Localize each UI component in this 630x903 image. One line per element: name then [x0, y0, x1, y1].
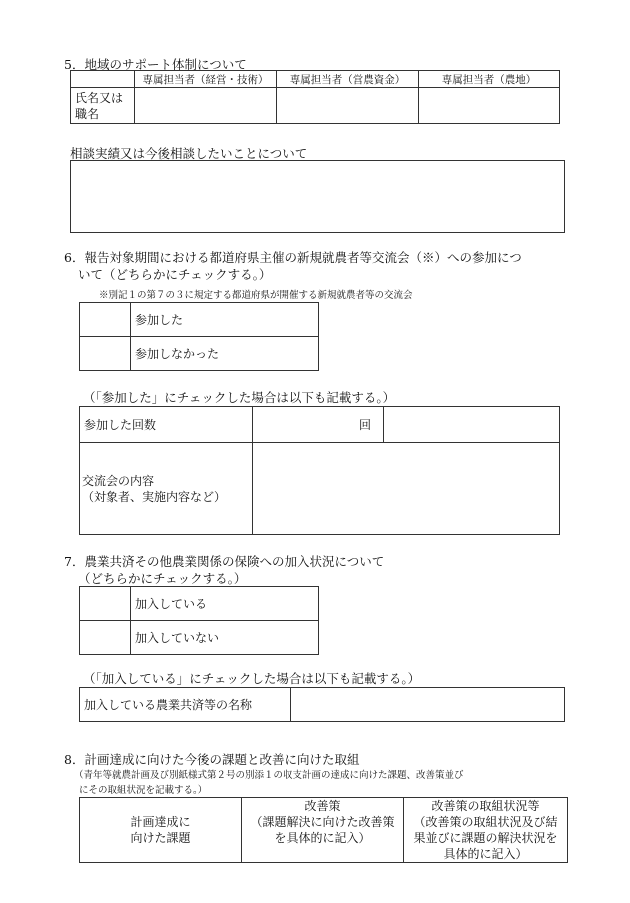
section5-heading: 5．地域のサポート体制について — [64, 57, 247, 72]
insurance-name-input[interactable] — [291, 688, 565, 722]
cell-finance-name[interactable] — [277, 88, 419, 124]
col-header-management: 専属担当者（経営・技術） — [135, 71, 277, 88]
cell-management-name[interactable] — [135, 88, 277, 124]
col-issues-line2: 向けた課題 — [130, 831, 191, 845]
col-progress-line3: 果並びに課題の解決状況を — [413, 831, 558, 845]
section8-note-line1: （青年等就農計画及び別紙様式第２号の別添１の収支計画の達成に向けた課題、改善策並び — [74, 770, 464, 781]
section6-heading-line1: 6．報告対象期間における都道府県主催の新規就農者等交流会（※）への参加につ — [64, 250, 522, 265]
row-label-line2: 職名 — [75, 106, 100, 121]
section8-note-line2: にその取組状況を記載する。） — [79, 785, 208, 796]
support-header-blank — [71, 71, 135, 88]
insured-checkbox[interactable] — [80, 587, 131, 621]
section6-heading-line2: いて（どちらかにチェックする。） — [78, 267, 272, 282]
section6-condition: （「参加した」にチェックした場合は以下も記載する。） — [83, 390, 396, 405]
section7-heading-line1: 7．農業共済その他農業関係の保険への加入状況について — [64, 554, 385, 569]
participated-checkbox[interactable] — [80, 303, 131, 337]
section6-choice-table — [79, 302, 319, 371]
consult-label: 相談実績又は今後相談したいことについて — [70, 146, 308, 161]
col-improvements — [242, 798, 404, 863]
not-insured-label: 加入していない — [131, 621, 319, 655]
col-progress-line1: 改善策の取組状況等 — [431, 799, 540, 813]
consult-field[interactable] — [70, 160, 565, 233]
count-extra-cell[interactable] — [384, 407, 560, 443]
section7-condition: （「加入している」にチェックした場合は以下も記載する。） — [83, 671, 421, 686]
not-participated-label: 参加しなかった — [131, 337, 319, 371]
row-label-line1: 氏名又は — [75, 90, 124, 105]
cell-farmland-name[interactable] — [419, 88, 560, 124]
not-participated-checkbox[interactable] — [80, 337, 131, 371]
insured-label: 加入している — [131, 587, 319, 621]
count-input[interactable] — [253, 407, 384, 443]
support-table — [70, 70, 560, 124]
section6-note: ※別記１の第７の３に規定する都道府県が開催する新規就農者等の交流会 — [99, 290, 413, 301]
insurance-name-label: 加入している農業共済等の名称 — [80, 688, 291, 722]
not-insured-checkbox[interactable] — [80, 621, 131, 655]
col-improvements-line2: （課題解決に向けた改善策 — [250, 815, 395, 829]
content-label-line2: （対象者、実施内容など） — [82, 489, 227, 504]
col-improvements-line3: を具体的に記入） — [274, 831, 371, 845]
col-progress-line2: （改善策の取組状況及び結 — [413, 815, 558, 829]
col-header-farmland: 専属担当者（農地） — [419, 71, 560, 88]
col-improvements-line1: 改善策 — [304, 799, 341, 813]
row-label-name — [71, 88, 135, 124]
content-label — [80, 443, 253, 535]
issues-table — [79, 797, 568, 863]
insurance-name-table — [79, 687, 565, 722]
section7-choice-table — [79, 586, 319, 655]
section7-heading-line2: （どちらかにチェックする。） — [78, 571, 247, 586]
col-header-finance: 専属担当者（営農資金） — [277, 71, 419, 88]
count-label: 参加した回数 — [80, 407, 253, 443]
content-label-line1: 交流会の内容 — [82, 473, 155, 488]
col-progress — [404, 798, 568, 863]
col-issues-line1: 計画達成に — [130, 815, 191, 829]
col-issues — [80, 798, 242, 863]
exchange-detail-table — [79, 406, 560, 535]
section8-heading: 8．計画達成に向けた今後の課題と改善に向けた取組 — [64, 752, 360, 767]
participated-label: 参加した — [131, 303, 319, 337]
content-input[interactable] — [253, 443, 560, 535]
count-unit: 回 — [358, 418, 371, 432]
col-progress-line4: 具体的に記入） — [443, 847, 528, 861]
